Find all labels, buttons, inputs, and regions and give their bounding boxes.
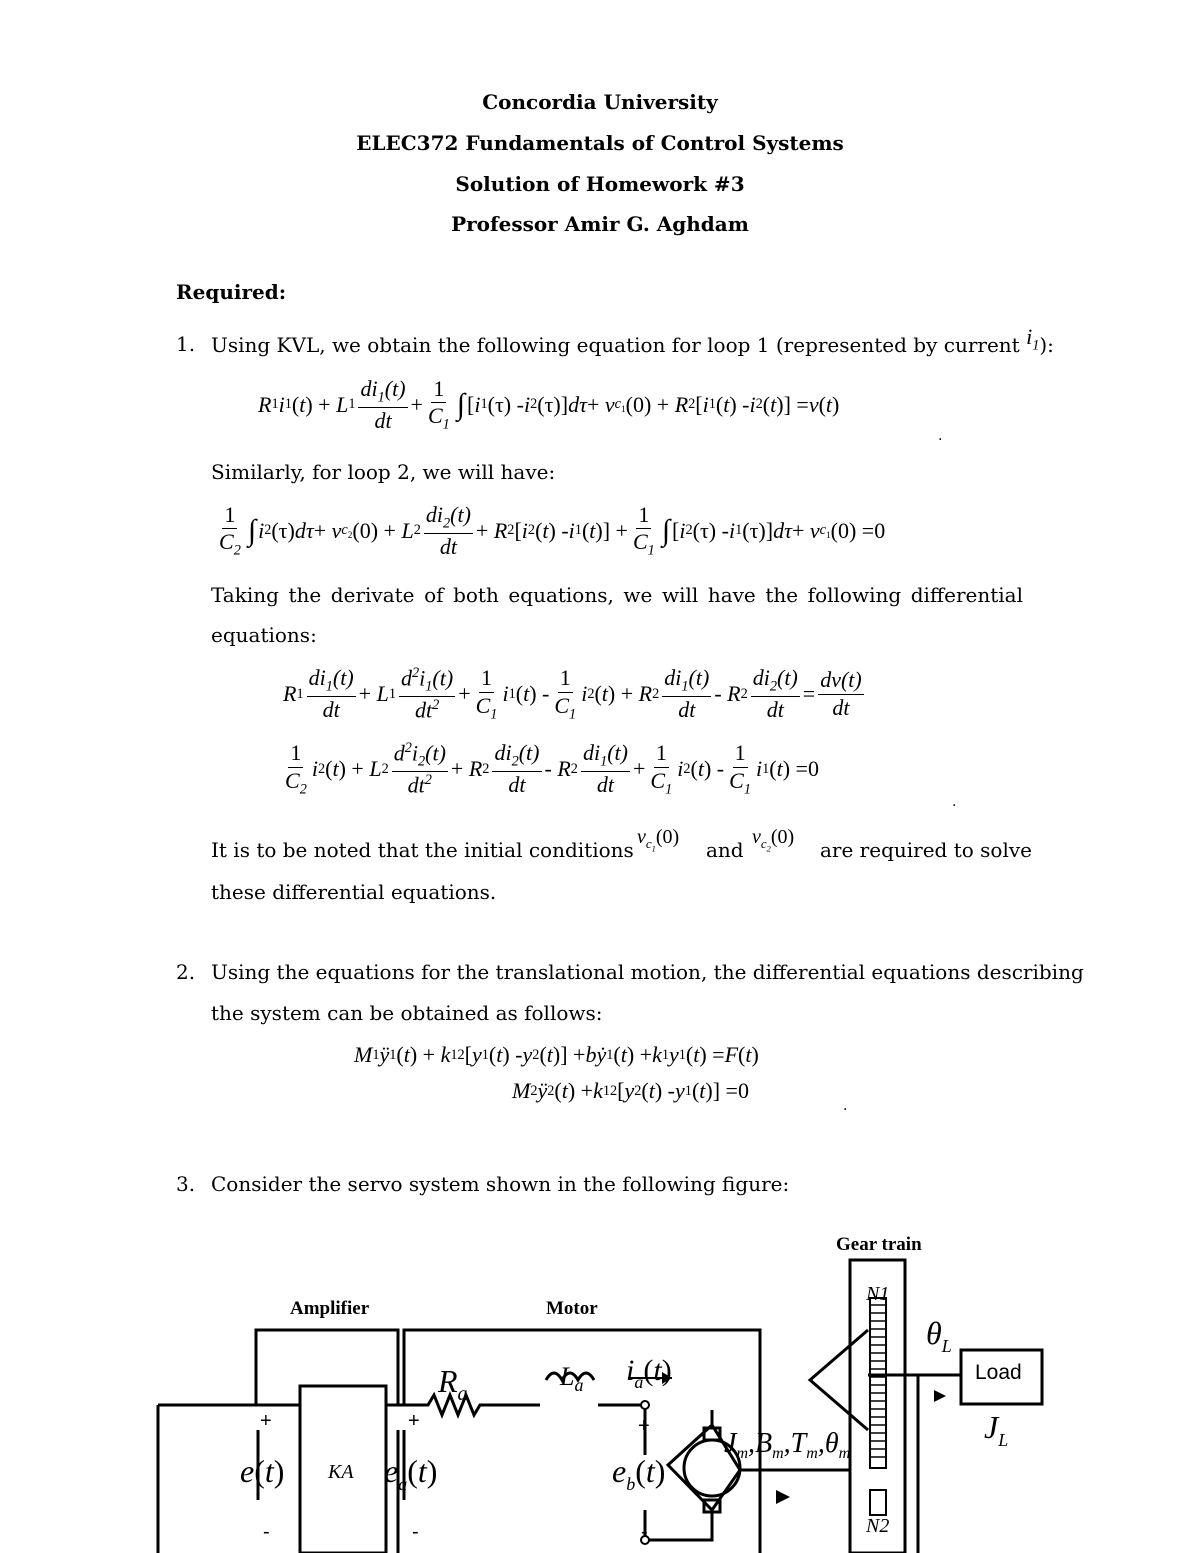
q1-vc2-symbol: $v_{c_2}(0)$: [752, 826, 795, 854]
q1-equation-loop1: R 1 i 1 ( t ) + L 1 $\frac{di_1(t)}{dt}$ + $\frac{1}{C_1}$ ∫ [ i 1 (τ) - i 2 (τ)] dτ + v $c_1$ (0) + R 2 [ i 1 ( t ) - i 2 ( t )] = v ( t ): [258, 376, 840, 433]
q1-noted-text-b: are required to solve: [820, 838, 1032, 862]
required-label: Required:: [176, 280, 287, 304]
q2-equation-1: M 1 ÿ 1 ( t ) + k 12 [ y 1 ( t ) - y 2 ( t )] + b ẏ 1 ( t ) + k 1 y 1 ( t ) = F ( t ): [354, 1042, 759, 1067]
university-title: Concordia University: [482, 90, 718, 114]
q2-line2: the system can be obtained as follows:: [211, 1001, 603, 1025]
q2-equation-2: M 2 ÿ 2 ( t ) + k 12 [ y 2 ( t ) - y 1 ( t )] =0: [512, 1078, 749, 1103]
q2-line1: Using the equations for the translational motion, the differential equations describing: [211, 960, 1084, 984]
gear-train-label: Gear train: [836, 1234, 922, 1255]
course-title: ELEC372 Fundamentals of Control Systems: [356, 131, 844, 155]
q1-number: 1.: [176, 332, 196, 356]
q1-taking-line1: Taking the derivate of both equations, we will have the following differential: [211, 583, 1023, 607]
dot-mark: .: [938, 428, 943, 444]
eb-symbol: $e_b(t)$: [612, 1453, 666, 1494]
gear-pivot: [810, 1330, 868, 1430]
plus-sign: +: [260, 1410, 272, 1432]
motor-label: Motor: [546, 1298, 598, 1319]
minus-sign: -: [412, 1521, 419, 1543]
amplifier-loop-wire: [256, 1330, 398, 1405]
q3-line1: Consider the servo system shown in the following figure:: [211, 1172, 790, 1196]
q3-number: 3.: [176, 1172, 196, 1196]
motor-params-symbol: $J_m,B_m,T_m,\theta_m$: [724, 1428, 851, 1462]
amplifier-label: Amplifier: [290, 1298, 370, 1319]
q1-noted-text-a: It is to be noted that the initial conditions: [211, 838, 634, 862]
ka-label: KA: [328, 1461, 354, 1483]
load-label: Load: [975, 1361, 1022, 1384]
q1-similarly: Similarly, for loop 2, we will have:: [211, 460, 556, 484]
q2-number: 2.: [176, 960, 196, 984]
q1-equation-loop2: $\frac{1}{C_2}$ ∫ i 2 (τ) dτ + v $c_2$ (0) + L 2 $\frac{di_2(t)}{dt}$ + R 2 [ i 2 ( t ) - i 1 ( t )] + $\frac{1}{C_1}$ ∫ [ i 2 (τ) - i 1 (τ)] dτ + v $c_1$ (0) =0: [219, 502, 886, 559]
q1-taking-line2: equations:: [211, 623, 317, 647]
ia-symbol: $i_a(t)$: [626, 1354, 672, 1392]
q1-noted-line2: these differential equations.: [211, 880, 497, 904]
q1-intro-variable: $i_1$: [1026, 324, 1040, 354]
plus-sign: +: [638, 1415, 650, 1437]
professor-name: Professor Amir G. Aghdam: [451, 212, 749, 236]
q1-differential-equation-1: R 1 $\frac{di_1(t)}{dt}$ + L 1 $\frac{d^2i_1(t)}{dt^2}$ + $\frac{1}{C_1}$ i 1 ( t ) - $\frac{1}{C_1}$ i 2 ( t ) + R 2 $\frac{di_1(t)}{dt}$ - R 2 $\frac{di_2(t)}{dt}$ = $\frac{dv(t)}{dt}$: [283, 665, 862, 723]
q1-vc1-symbol: $v_{c_1}(0)$: [637, 826, 680, 854]
servo-system-figure: [0, 1220, 1200, 1553]
et-symbol: e(t): [240, 1453, 285, 1489]
q1-noted-and: and: [706, 838, 744, 862]
jl-symbol: $J_L$: [984, 1409, 1009, 1450]
dot-mark: .: [952, 794, 957, 810]
plus-sign: +: [408, 1410, 420, 1432]
ra-symbol: $R_a$: [438, 1363, 468, 1405]
q1-intro: [211, 324, 1054, 362]
n2-label: N2: [866, 1515, 890, 1537]
q1-intro-end: ):: [1039, 333, 1054, 357]
q1-intro-text: Using KVL, we obtain the following equation for loop 1 (represented by current: [211, 333, 1020, 357]
minus-sign: -: [641, 1521, 648, 1543]
ea-symbol: $e_a(t)$: [384, 1453, 438, 1494]
theta-l-symbol: $\theta_L$: [926, 1315, 952, 1356]
document-title: Solution of Homework #3: [455, 172, 745, 196]
minus-sign: -: [263, 1521, 270, 1543]
la-symbol: $L_a$: [560, 1362, 584, 1395]
n1-label: N1: [866, 1283, 890, 1305]
gear-teeth: [870, 1298, 886, 1468]
q1-differential-equation-2: $\frac{1}{C_2}$ i 2 ( t ) + L 2 $\frac{d^2i_2(t)}{dt^2}$ + R 2 $\frac{di_2(t)}{dt}$ - R 2 $\frac{di_1(t)}{dt}$ + $\frac{1}{C_1}$ i 2 ( t ) - $\frac{1}{C_1}$ i 1 ( t ) =0: [285, 740, 819, 798]
dot-mark: .: [843, 1098, 848, 1114]
